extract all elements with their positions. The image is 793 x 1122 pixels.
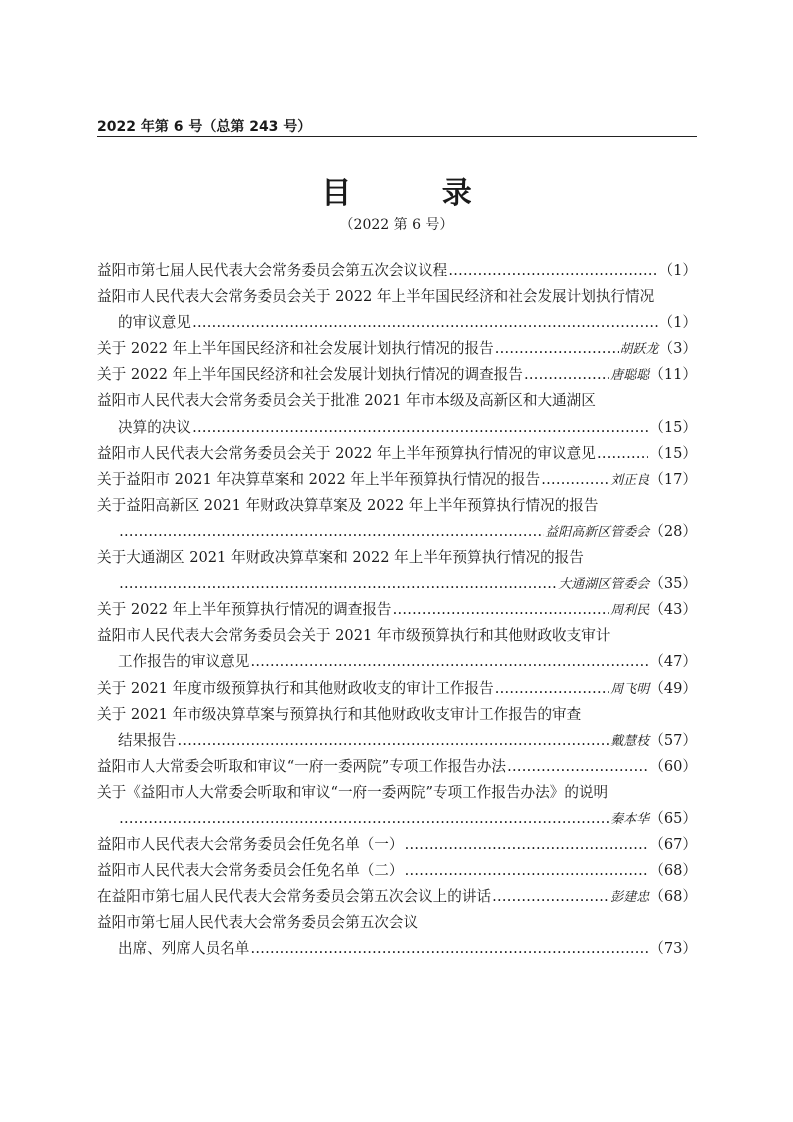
dot-leader (492, 884, 609, 910)
toc-entry (97, 858, 697, 884)
toc-entry-page: （11） (649, 366, 697, 384)
toc-entry (97, 754, 697, 780)
toc-entry (97, 388, 697, 414)
page-subtitle: （2022 第 6 号） (339, 217, 454, 233)
toc-entry (97, 519, 697, 545)
toc-entry-author: 益阳高新区管委会 (545, 524, 650, 540)
dot-leader (119, 806, 609, 832)
toc-entry-title: 关于 2022 年上半年国民经济和社会发展计划执行情况的报告 (97, 340, 494, 358)
toc-entry-title: 关于 2022 年上半年预算执行情况的调查报告 (97, 601, 392, 619)
dot-leader (404, 832, 648, 858)
toc-entry (97, 467, 697, 493)
toc-entry-page: （49） (649, 679, 697, 697)
dot-leader (507, 754, 648, 780)
toc-entry-title: 的审议意见 (118, 314, 191, 332)
toc-entry-page: （43） (649, 601, 697, 619)
dot-leader (524, 362, 609, 388)
toc-entry (97, 936, 697, 962)
toc-entry-page: （1） (658, 314, 697, 332)
toc-entry-title: 益阳市人民代表大会常务委员会任免名单（二） (97, 862, 404, 880)
toc-entry-title: 益阳市人民代表大会常务委员会关于批准 2021 年市本级及高新区和大通湖区 (97, 392, 596, 410)
toc-entry (97, 780, 697, 806)
toc-entry-title: 益阳市第七届人民代表大会常务委员会第五次会议议程 (97, 262, 448, 279)
toc-entry-title: 益阳市人民代表大会常务委员会任免名单（一） (97, 836, 404, 854)
toc-entry (97, 649, 697, 675)
toc-entry (97, 676, 697, 702)
toc-entry-author: 戴慧枝 (610, 733, 650, 749)
toc-entry-author: 彭建忠 (610, 890, 650, 906)
toc-entry-title: 关于 2022 年上半年国民经济和社会发展计划执行情况的调查报告 (97, 366, 523, 384)
toc-entry-title: 益阳市人民代表大会常务委员会关于 2021 年市级预算执行和其他财政收支审计 (97, 627, 611, 645)
toc-entry-title: 在益阳市第七届人民代表大会常务委员会第五次会议上的讲话 (97, 888, 492, 906)
dot-leader (119, 519, 544, 545)
toc-entry-author: 周飞明 (610, 681, 650, 697)
table-of-contents (97, 258, 697, 963)
toc-entry-page: （65） (649, 809, 697, 827)
toc-entry-title: 益阳市人民代表大会常务委员会关于 2022 年上半年预算执行情况的审议意见 (97, 444, 596, 462)
dot-leader (177, 728, 609, 754)
toc-entry (97, 702, 697, 728)
toc-entry-page: （57） (649, 731, 697, 749)
toc-entry (97, 336, 697, 362)
toc-entry-page: （28） (649, 522, 697, 540)
dot-leader (541, 467, 609, 493)
dot-leader (495, 676, 610, 702)
toc-entry-title: 出席、列席人员名单 (118, 940, 250, 958)
toc-entry (97, 910, 697, 936)
toc-entry (97, 597, 697, 623)
toc-entry (97, 441, 697, 467)
toc-entry-title: 关于益阳高新区 2021 年财政决算草案及 2022 年上半年预算执行情况的报告 (97, 496, 599, 514)
toc-entry-title: 工作报告的审议意见 (118, 653, 250, 671)
toc-entry (97, 806, 697, 832)
dot-leader (192, 310, 658, 336)
dot-leader (495, 336, 619, 362)
toc-entry-title: 益阳市第七届人民代表大会常务委员会第五次会议 (97, 914, 419, 932)
toc-entry-title: 益阳市人民代表大会常务委员会关于 2022 年上半年国民经济和社会发展计划执行情况 (97, 288, 655, 306)
page-title: 目 录 (321, 176, 512, 211)
toc-entry (97, 493, 697, 519)
dot-leader (404, 858, 648, 884)
toc-entry-title: 决算的决议 (118, 418, 191, 436)
dot-leader (119, 571, 557, 597)
toc-entry-author: 唐聪聪 (610, 368, 650, 384)
toc-entry (97, 545, 697, 571)
toc-entry-title: 结果报告 (118, 731, 177, 749)
toc-entry (97, 310, 697, 336)
toc-entry (97, 362, 697, 388)
toc-entry (97, 884, 697, 910)
toc-entry (97, 284, 697, 310)
toc-entry-page: （60） (649, 757, 697, 775)
dot-leader (448, 258, 657, 284)
dot-leader (250, 649, 648, 675)
toc-entry-title: 益阳市人大常委会听取和审议“一府一委两院”专项工作报告办法 (97, 757, 506, 775)
header-divider (97, 136, 697, 137)
toc-entry-title: 关于益阳市 2021 年决算草案和 2022 年上半年预算执行情况的报告 (97, 470, 541, 488)
toc-entry-page: （68） (649, 888, 697, 906)
toc-entry-page: （35） (649, 575, 697, 593)
toc-entry-page: （1） (658, 262, 697, 279)
toc-entry-title: 关于大通湖区 2021 年财政决算草案和 2022 年上半年预算执行情况的报告 (97, 549, 584, 567)
toc-entry-author: 秦本华 (610, 811, 650, 827)
toc-entry-page: （15） (649, 418, 697, 436)
toc-entry (97, 415, 697, 441)
toc-entry-title: 关于《益阳市人大常委会听取和审议“一府一委两院”专项工作报告办法》的说明 (97, 783, 609, 801)
toc-entry-author: 胡跃龙 (619, 342, 659, 358)
toc-entry-page: （17） (649, 470, 697, 488)
dot-leader (250, 936, 648, 962)
issue-header: 2022 年第 6 号（总第 243 号） (97, 119, 312, 135)
toc-entry (97, 832, 697, 858)
dot-leader (192, 415, 648, 441)
toc-entry (97, 571, 697, 597)
toc-entry-author: 大通湖区管委会 (558, 577, 650, 593)
dot-leader (393, 597, 610, 623)
toc-entry-page: （47） (649, 653, 697, 671)
toc-entry-author: 刘正良 (610, 472, 650, 488)
dot-leader (597, 441, 648, 467)
toc-entry-title: 关于 2021 年市级决算草案与预算执行和其他财政收支审计工作报告的审查 (97, 705, 582, 723)
toc-entry (97, 623, 697, 649)
toc-entry (97, 728, 697, 754)
toc-entry-page: （67） (649, 836, 697, 854)
toc-entry-page: （15） (649, 444, 697, 462)
toc-entry-page: （68） (649, 862, 697, 880)
toc-entry-page: （3） (658, 340, 697, 358)
toc-entry-title: 关于 2021 年度市级预算执行和其他财政收支的审计工作报告 (97, 679, 494, 697)
toc-entry-author: 周利民 (610, 603, 650, 619)
toc-entry (97, 258, 697, 284)
toc-entry-page: （73） (649, 940, 697, 958)
